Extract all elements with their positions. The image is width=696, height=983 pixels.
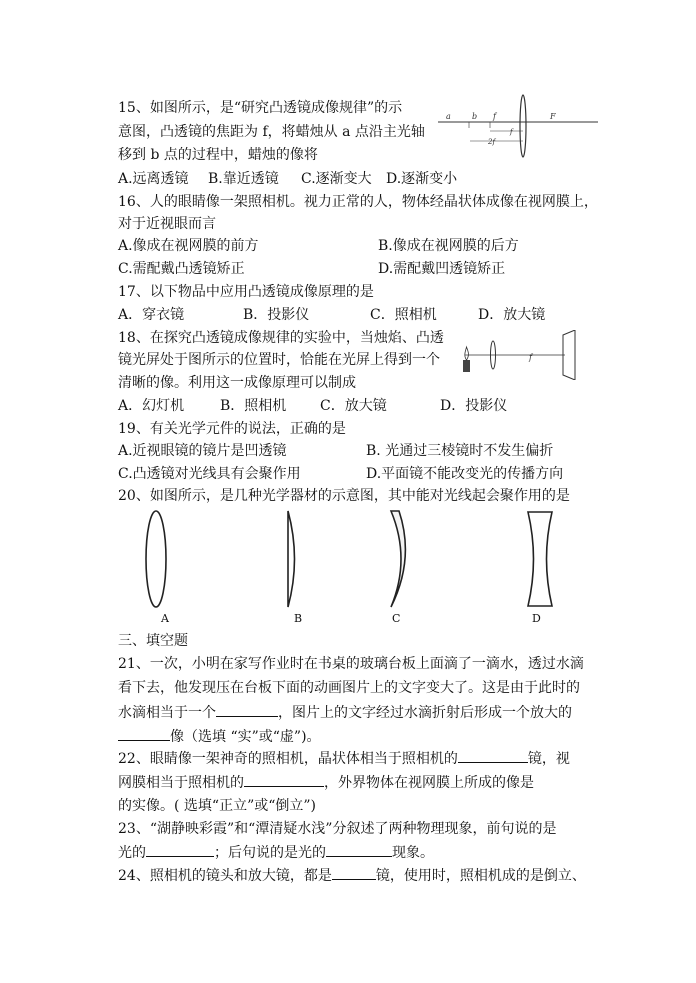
q16-option-d: D.需配戴凹透镜矫正: [378, 261, 506, 277]
q21-line2: 看下去，他发现压在台板下面的动画图片上的文字变大了。这是由于此时的: [118, 680, 580, 696]
q21-line1: 21、一次，小明在家写作业时在书桌的玻璃台板上面滴了一滴水，透过水滴: [118, 656, 584, 672]
section-title: 三、填空题: [118, 633, 188, 649]
q17-option-b: B．投影仪: [243, 307, 310, 323]
q20-lens-b-icon: [283, 509, 303, 609]
q20-label-b: B: [294, 612, 303, 625]
q21-line4-part: 像（选填 “实”或“虚”)。: [170, 729, 321, 745]
q15-label-f3: F: [550, 112, 556, 121]
q21-line3: [118, 702, 572, 723]
q16-option-b: B.像成在视网膜的后方: [378, 238, 519, 254]
q20-label-d: D: [532, 612, 541, 625]
q16-option-c: C.需配戴凸透镜矫正: [118, 261, 245, 277]
q20-line1: 20、如图所示，是几种光学器材的示意图，其中能对光线起会聚作用的是: [118, 488, 570, 504]
q24-line1: [118, 865, 586, 886]
q23-line2-part1: 光的: [118, 845, 146, 861]
q16-option-a: A.像成在视网膜的前方: [118, 238, 259, 254]
q18-label-f: f: [529, 353, 532, 362]
q17-option-a: A．穿衣镜: [118, 307, 185, 323]
q22-blank-2[interactable]: [244, 772, 324, 787]
q20-lens-d-icon: [525, 509, 555, 609]
q18-option-a: A．幻灯机: [118, 398, 185, 414]
q15-label-a: a: [446, 112, 451, 121]
q17-option-c: C．照相机: [370, 307, 437, 323]
q21-line4: [118, 726, 321, 747]
q15-option-b: B.靠近透镜: [208, 171, 279, 187]
q23-line2: [118, 842, 434, 863]
q15-lens-figure: [438, 94, 598, 160]
q19-option-a: A.近视眼镜的镜片是凹透镜: [118, 443, 287, 459]
q22-line1-part2: 镜，视: [527, 751, 570, 767]
q19-option-b: B. 光通过三棱镜时不发生偏折: [366, 443, 554, 459]
q22-line1: [118, 748, 570, 769]
q24-blank-1[interactable]: [332, 865, 376, 880]
q18-experiment-figure: [455, 330, 585, 380]
q21-line3-part2: ，图片上的文字经过水滴折射后形成一个放大的: [278, 705, 572, 721]
q24-line1-part2: 镜，使用时，照相机成的是倒立、: [375, 868, 586, 884]
q18-option-c: C．放大镜: [320, 398, 387, 414]
q19-option-d: D.平面镜不能改变光的传播方向: [366, 466, 564, 482]
q15-option-c: C.逐渐变大: [301, 171, 372, 187]
q20-label-a: A: [161, 612, 169, 625]
q20-label-c: C: [392, 612, 401, 625]
q15-label-2f: 2f: [488, 138, 496, 146]
flame-icon: [465, 347, 469, 360]
q23-blank-2[interactable]: [326, 842, 392, 857]
q16-line2: 对于近视眼而言: [118, 216, 216, 232]
q18-option-d: D．投影仪: [440, 398, 508, 414]
q23-line2-part2: ；后句说的是光的: [214, 845, 326, 861]
q20-lens-c-icon: [385, 509, 415, 609]
q21-line3-part1: 水滴相当于一个: [118, 705, 216, 721]
q15-line3: 移到 b 点的过程中，蜡烛的像将: [118, 147, 318, 163]
q24-line1-part1: 24、照相机的镜头和放大镜，都是: [118, 868, 332, 884]
q15-label-f: f: [493, 112, 496, 121]
q22-line1-part1: 22、眼睛像一架神奇的照相机，晶状体相当于照相机的: [118, 751, 458, 767]
q18-line2: 镜光屏处于图所示的位置时，恰能在光屏上得到一个: [118, 352, 440, 368]
q22-blank-1[interactable]: [458, 748, 528, 763]
q17-line1: 17、以下物品中应用凸透镜成像原理的是: [118, 284, 374, 300]
q15-option-a: A.远离透镜: [118, 171, 189, 187]
q22-line2-part2: ，外界物体在视网膜上所成的像是: [324, 775, 534, 791]
q15-option-d: D.逐渐变小: [386, 171, 458, 187]
q23-blank-1[interactable]: [146, 842, 214, 857]
q22-line2: [118, 772, 534, 793]
q20-lens-a-icon: [143, 509, 169, 609]
q19-line1: 19、有关光学元件的说法，正确的是: [118, 421, 346, 437]
q17-option-d: D．放大镜: [478, 307, 546, 323]
q22-line2-part1: 网膜相当于照相机的: [118, 775, 244, 791]
q21-blank-1[interactable]: [216, 702, 278, 717]
q15-line2: 意图，凸透镜的焦距为 f，将蜡烛从 a 点沿主光轴: [118, 124, 425, 140]
candle-icon: [463, 360, 470, 372]
q18-line3: 清晰的像。利用这一成像原理可以制成: [118, 375, 356, 391]
q22-line3: 的实像。( 选填“正立”或“倒立”): [118, 798, 317, 814]
q15-line1: 15、如图所示，是“研究凸透镜成像规律”的示: [118, 100, 403, 116]
q18-line1: 18、在探究凸透镜成像规律的实验中，当烛焰、凸透: [118, 330, 444, 346]
q16-line1: 16、人的眼睛像一架照相机。视力正常的人，物体经晶状体成像在视网膜上，: [118, 194, 598, 210]
q15-label-b: b: [472, 112, 478, 121]
q21-blank-2[interactable]: [118, 726, 170, 741]
q19-option-c: C.凸透镜对光线具有会聚作用: [118, 466, 301, 482]
q18-option-b: B．照相机: [220, 398, 287, 414]
q15-label-f2: f: [510, 128, 513, 136]
q23-line1: 23、“湖静映彩霞”和“潭清疑水浅”分叙述了两种物理现象，前句说的是: [118, 821, 557, 837]
q23-line2-part3: 现象。: [392, 845, 434, 861]
